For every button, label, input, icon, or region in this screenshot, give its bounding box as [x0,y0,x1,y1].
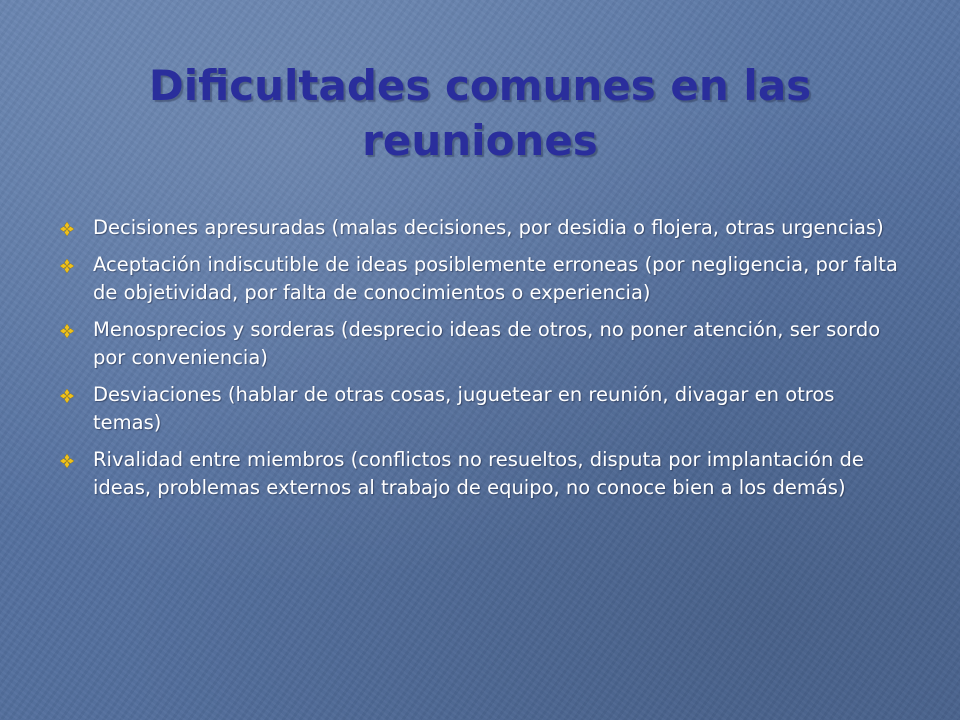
bullet-item [58,381,908,437]
diamond-cluster-icon [60,324,74,338]
bullet-list [58,214,908,511]
bullet-item [58,316,908,372]
bullet-text: Aceptación indiscutible de ideas posiblemente erroneas (por negligencia, por falta de objetividad, por falta de conocimientos o experiencia) [93,253,898,304]
diamond-cluster-icon [60,454,74,468]
bullet-text: Rivalidad entre miembros (conflictos no resueltos, disputa por implantación de ideas, problemas externos al trabajo de equipo, no conoce bien a los demás) [93,448,864,499]
bullet-text: Menosprecios y sorderas (desprecio ideas de otros, no poner atención, ser sordo por conveniencia) [93,318,881,369]
bullet-item [58,251,908,307]
bullet-item [58,214,908,242]
diamond-cluster-icon [60,259,74,273]
slide-title: Dificultades comunes en las reuniones [148,61,812,165]
diamond-cluster-icon [60,389,74,403]
bullet-text: Desviaciones (hablar de otras cosas, juguetear en reunión, divagar en otros temas) [93,383,835,434]
bullet-text: Decisiones apresuradas (malas decisiones, por desidia o flojera, otras urgencias) [93,216,884,239]
bullet-item [58,446,908,502]
diamond-cluster-icon [60,222,74,236]
